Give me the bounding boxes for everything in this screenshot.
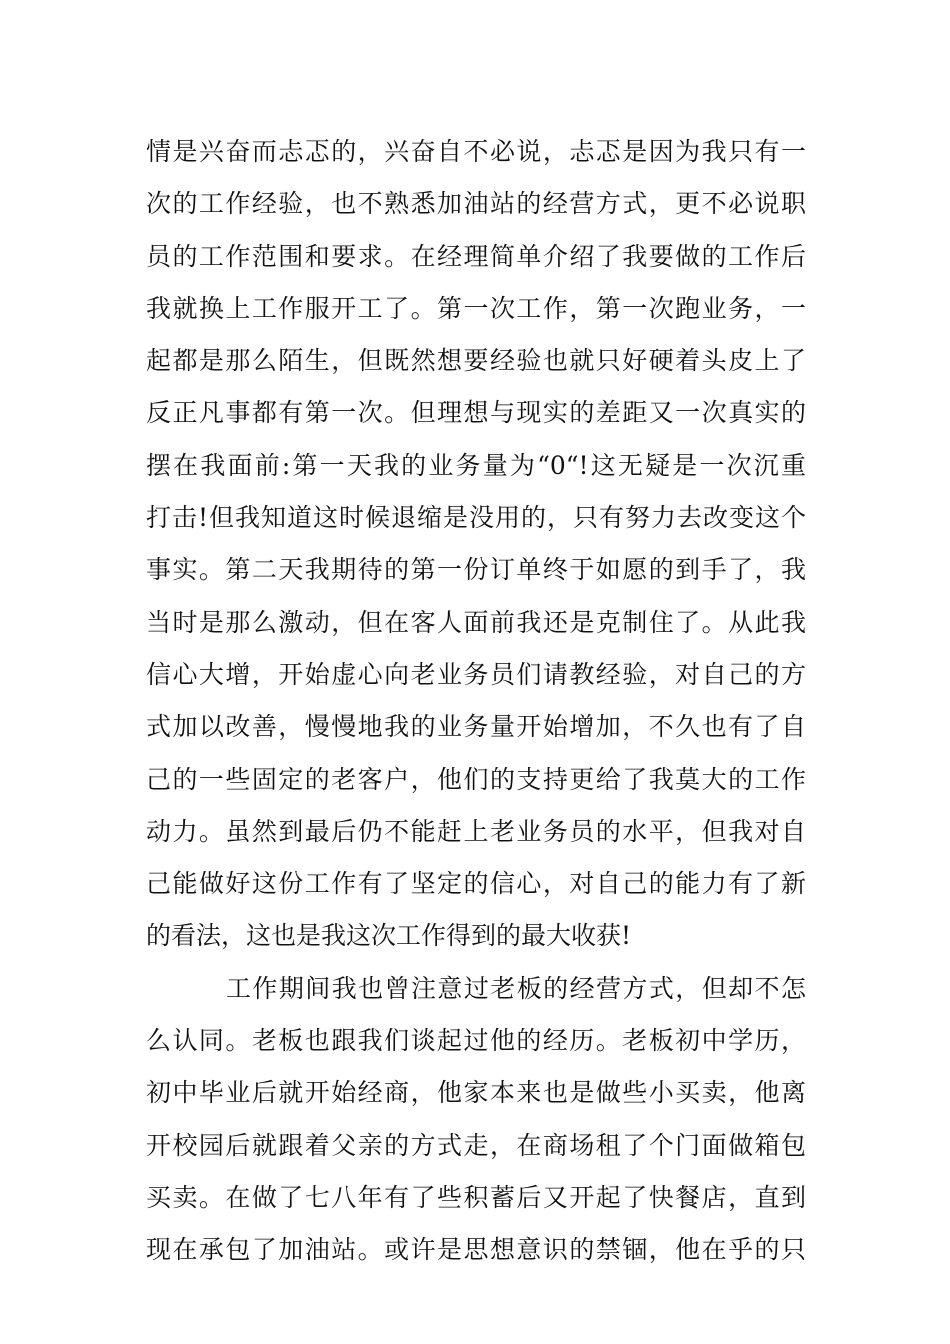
text-line: 买卖。在做了七八年有了些积蓄后又开起了快餐店，直到: [146, 1182, 806, 1212]
text-line: 初中毕业后就开始经商，他家本来也是做些小买卖，他离: [146, 1078, 806, 1108]
text-line: 现在承包了加油站。或许是思想意识的禁锢，他在乎的只: [146, 1235, 806, 1265]
text-line: 摆在我面前:第一天我的业务量为“0“!这无疑是一次沉重: [146, 450, 806, 480]
paragraph-1: [146, 126, 806, 963]
text-line: 己能做好这份工作有了坚定的信心，对自己的能力有了新: [146, 869, 806, 899]
text-line: 情是兴奋而忐忑的，兴奋自不必说，忐忑是因为我只有一: [146, 137, 806, 166]
text-line: 次的工作经验，也不熟悉加油站的经营方式，更不必说职: [146, 189, 806, 219]
text-line: 员的工作范围和要求。在经理简单介绍了我要做的工作后: [146, 241, 806, 271]
text-line: 动力。虽然到最后仍不能赶上老业务员的水平，但我对自: [146, 816, 806, 846]
text-line: 工作期间我也曾注意过老板的经营方式，但却不怎: [226, 973, 806, 1003]
text-line: 当时是那么激动，但在客人面前我还是克制住了。从此我: [146, 607, 806, 637]
text-line: 打击!但我知道这时候退缩是没用的，只有努力去改变这个: [146, 503, 806, 533]
paragraph-2: [146, 963, 806, 1277]
text-line: 起都是那么陌生，但既然想要经验也就只好硬着头皮上了: [146, 346, 806, 376]
body-text: [146, 126, 806, 1277]
text-line: 信心大增，开始虚心向老业务员们请教经验，对自己的方: [146, 659, 806, 689]
text-line: 么认同。老板也跟我们谈起过他的经历。老板初中学历，: [146, 1026, 806, 1056]
text-line: 己的一些固定的老客户，他们的支持更给了我莫大的工作: [146, 764, 806, 794]
text-line: 式加以改善，慢慢地我的业务量开始增加，不久也有了自: [146, 712, 806, 742]
text-line: 我就换上工作服开工了。第一次工作，第一次跑业务，一: [146, 293, 806, 323]
text-line: 事实。第二天我期待的第一份订单终于如愿的到手了，我: [146, 555, 806, 585]
text-line: 开校园后就跟着父亲的方式走，在商场租了个门面做箱包: [146, 1130, 806, 1160]
text-line: 反正凡事都有第一次。但理想与现实的差距又一次真实的: [146, 398, 806, 428]
text-line: 的看法，这也是我这次工作得到的最大收获!: [146, 921, 632, 951]
